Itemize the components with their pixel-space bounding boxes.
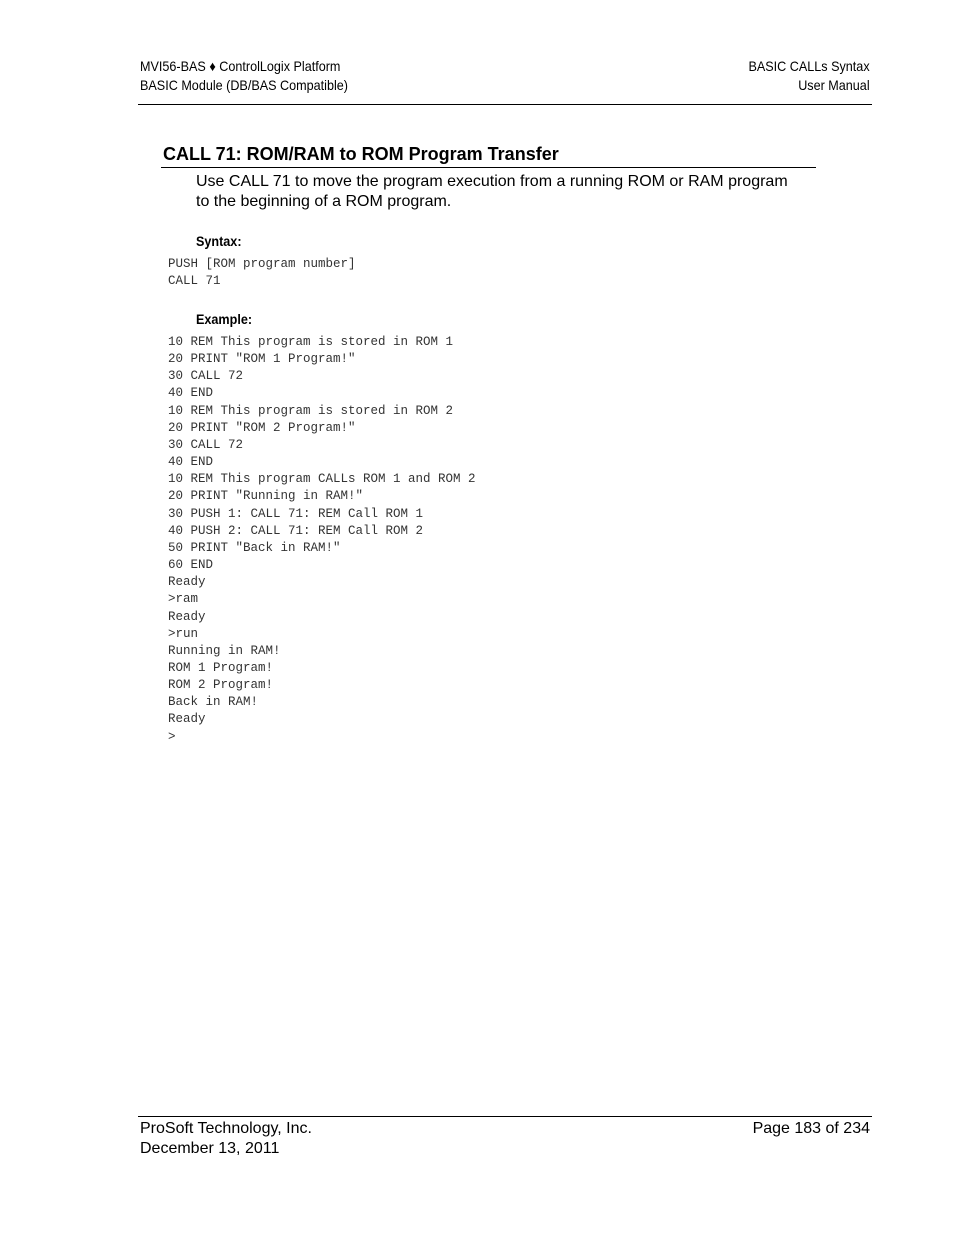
code-line: CALL 71 xyxy=(168,274,221,289)
code-line: Ready xyxy=(168,712,206,727)
code-line: 30 CALL 72 xyxy=(168,437,244,452)
code-line: 10 REM This program is stored in ROM 2 xyxy=(168,403,454,418)
code-line: 30 PUSH 1: CALL 71: REM Call ROM 1 xyxy=(168,506,424,521)
header-document-type: User Manual xyxy=(798,77,870,93)
code-line: 10 REM This program is stored in ROM 1 xyxy=(168,335,454,349)
code-line: 10 REM This program CALLs ROM 1 and ROM 2 xyxy=(168,472,476,487)
code-line: 40 PUSH 2: CALL 71: REM Call ROM 2 xyxy=(168,523,424,538)
code-line: Ready xyxy=(168,575,206,590)
header-module-line: BASIC Module (DB/BAS Compatible) xyxy=(140,77,348,93)
code-line: 40 END xyxy=(168,455,214,470)
code-line: 50 PRINT "Back in RAM!" xyxy=(168,540,341,555)
code-line: Running in RAM! xyxy=(168,643,281,658)
section-title: CALL 71: ROM/RAM to ROM Program Transfer xyxy=(163,144,559,164)
code-line: > xyxy=(168,729,176,744)
example-heading: Example: xyxy=(196,311,253,327)
code-line: >run xyxy=(168,626,199,641)
example-code-block xyxy=(168,334,476,746)
syntax-code-block xyxy=(168,256,356,290)
footer-divider xyxy=(138,1116,872,1117)
intro-paragraph: Use CALL 71 to move the program execution from a running ROM or RAM program to the beginning of a ROM program. xyxy=(196,173,788,210)
title-divider xyxy=(161,167,816,168)
code-line: 30 CALL 72 xyxy=(168,369,244,384)
header-divider xyxy=(138,104,872,105)
code-line: 20 PRINT "Running in RAM!" xyxy=(168,489,364,504)
code-line: Ready xyxy=(168,609,206,624)
code-line: ROM 1 Program! xyxy=(168,660,274,675)
header-right xyxy=(749,57,870,95)
footer-company: ProSoft Technology, Inc. xyxy=(140,1120,312,1137)
code-line: ROM 2 Program! xyxy=(168,678,274,693)
code-line: 20 PRINT "ROM 1 Program!" xyxy=(168,352,356,367)
syntax-heading: Syntax: xyxy=(196,233,242,249)
code-line: 60 END xyxy=(168,558,214,573)
code-line: 20 PRINT "ROM 2 Program!" xyxy=(168,420,356,435)
footer-left xyxy=(140,1119,312,1159)
header-chapter: BASIC CALLs Syntax xyxy=(748,58,870,74)
code-line: 40 END xyxy=(168,386,214,401)
code-line: PUSH [ROM program number] xyxy=(168,257,356,271)
footer-date: December 13, 2011 xyxy=(140,1140,280,1157)
header-left xyxy=(140,57,348,95)
footer-page-number: Page 183 of 234 xyxy=(752,1120,870,1137)
header-product-line: MVI56-BAS ♦ ControlLogix Platform xyxy=(140,58,341,74)
code-line: Back in RAM! xyxy=(168,695,259,710)
code-line: >ram xyxy=(168,592,199,607)
